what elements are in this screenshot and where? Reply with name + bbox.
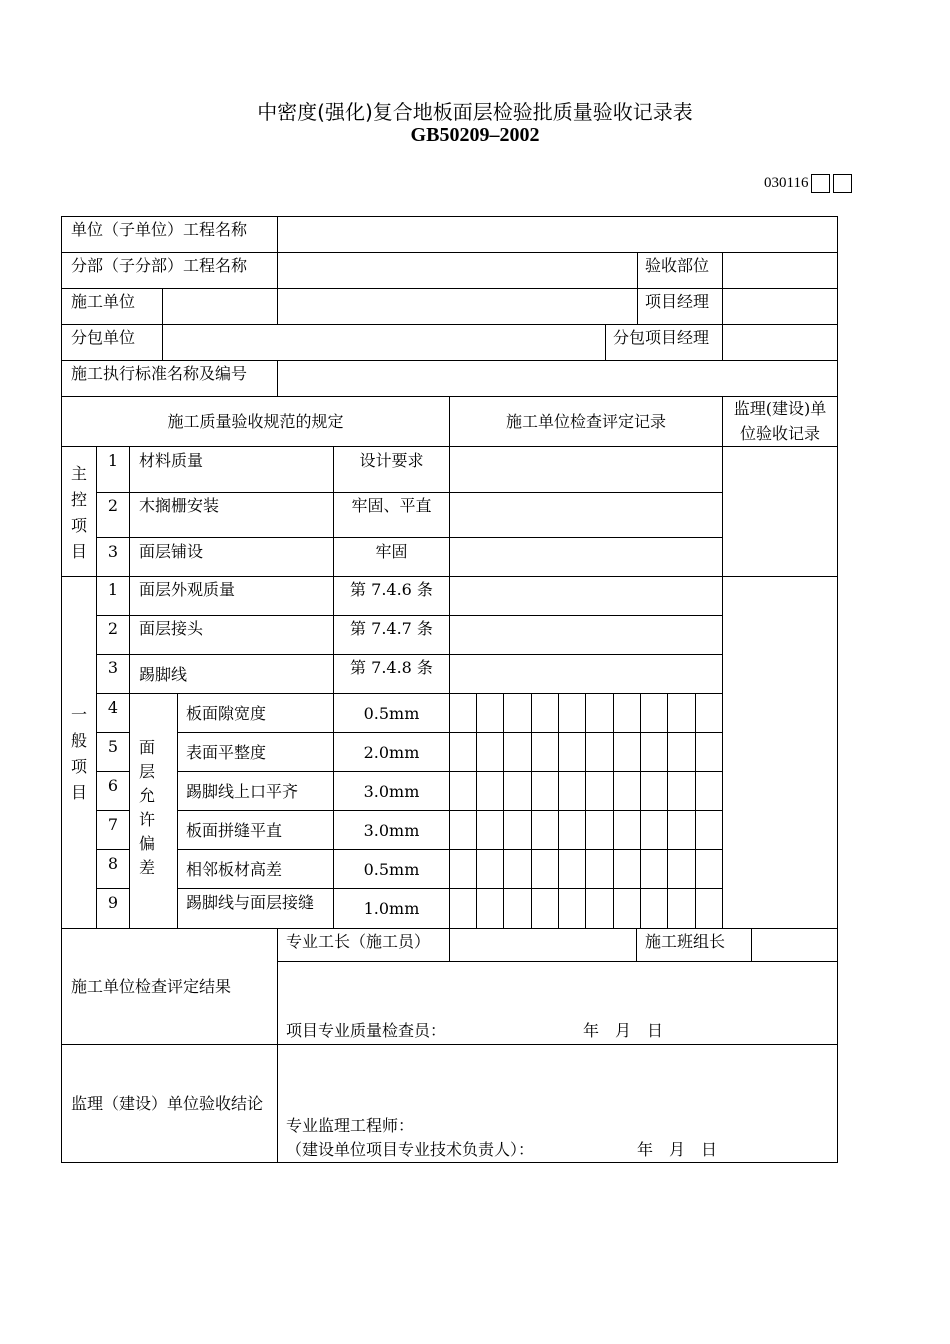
tolerance-name-6: 踢脚线上口平齐 bbox=[186, 782, 299, 801]
form-title: 中密度(强化)复合地板面层检验批质量验收记录表 bbox=[257, 100, 693, 124]
main-item-req-1: 设计要求 bbox=[359, 451, 424, 470]
tolerance-name-4: 板面隙宽度 bbox=[186, 704, 267, 723]
supervision-engineer-label: 专业监理工程师： bbox=[286, 1116, 415, 1135]
tolerance-label-2: 层 bbox=[138, 762, 155, 781]
unit-project-label: 单位（子单位）工程名称 bbox=[71, 220, 248, 239]
main-control-label-2: 控 bbox=[70, 490, 87, 509]
subcontract-unit-label: 分包单位 bbox=[71, 328, 136, 347]
general-label-4: 目 bbox=[70, 783, 87, 802]
tolerance-label-5: 偏 bbox=[138, 834, 155, 853]
main-control-label-1: 主 bbox=[70, 464, 87, 483]
tolerance-no-5: 5 bbox=[107, 737, 119, 756]
general-item-name-3: 踢脚线 bbox=[139, 665, 188, 684]
main-item-no-2: 2 bbox=[107, 496, 119, 515]
tolerance-label-3: 允 bbox=[138, 786, 155, 805]
main-control-label-3: 项 bbox=[70, 516, 87, 535]
tolerance-req-8: 0.5mm bbox=[363, 860, 420, 879]
general-item-no-2: 2 bbox=[107, 619, 119, 638]
main-item-name-3: 面层铺设 bbox=[139, 542, 204, 561]
general-label-3: 项 bbox=[70, 757, 87, 776]
standard-code: GB50209‒2002 bbox=[410, 124, 540, 146]
tolerance-req-5: 2.0mm bbox=[363, 743, 420, 762]
tolerance-name-5: 表面平整度 bbox=[186, 743, 267, 762]
form-code-number: 030116 bbox=[764, 175, 809, 191]
general-item-name-2: 面层接头 bbox=[139, 619, 204, 638]
inspector-label: 项目专业质量检查员： bbox=[286, 1021, 447, 1040]
sub-project-label: 分部（子分部）工程名称 bbox=[71, 256, 248, 275]
main-item-no-3: 3 bbox=[107, 542, 119, 561]
standard-name-label: 施工执行标准名称及编号 bbox=[71, 364, 248, 383]
general-item-name-1: 面层外观质量 bbox=[139, 580, 236, 599]
acceptance-part-label: 验收部位 bbox=[645, 256, 710, 275]
tolerance-req-9: 1.0mm bbox=[363, 899, 420, 918]
team-leader-label: 施工班组长 bbox=[645, 932, 726, 951]
tolerance-req-7: 3.0mm bbox=[363, 821, 420, 840]
tolerance-name-8: 相邻板材高差 bbox=[186, 860, 283, 879]
tolerance-no-7: 7 bbox=[107, 815, 119, 834]
main-item-no-1: 1 bbox=[107, 451, 119, 470]
construction-unit-label: 施工单位 bbox=[71, 292, 136, 311]
tolerance-no-4: 4 bbox=[107, 698, 119, 717]
subcontract-manager-label: 分包项目经理 bbox=[613, 328, 710, 347]
general-item-req-2: 第 7.4.7 条 bbox=[350, 619, 433, 638]
main-item-name-1: 材料质量 bbox=[139, 451, 204, 470]
main-control-label-4: 目 bbox=[70, 542, 87, 561]
result-label: 施工单位检查评定结果 bbox=[71, 977, 232, 996]
tolerance-no-6: 6 bbox=[107, 776, 119, 795]
general-item-no-3: 3 bbox=[107, 658, 119, 677]
conclusion-label: 监理（建设）单位验收结论 bbox=[71, 1094, 264, 1113]
general-label-1: 一 bbox=[70, 705, 87, 724]
main-item-name-2: 木搁栅安装 bbox=[139, 496, 220, 515]
tolerance-name-7: 板面拼缝平直 bbox=[186, 821, 283, 840]
tolerance-no-9: 9 bbox=[107, 893, 119, 912]
tolerance-label-6: 差 bbox=[138, 858, 155, 877]
spec-column-header: 施工质量验收规范的规定 bbox=[167, 412, 344, 431]
supervision-column-header-1: 监理(建设)单 bbox=[733, 399, 827, 418]
tolerance-req-4: 0.5mm bbox=[363, 704, 420, 723]
tolerance-req-6: 3.0mm bbox=[363, 782, 420, 801]
supervision-column-header-2: 位验收记录 bbox=[739, 424, 820, 443]
main-item-req-3: 牢固 bbox=[375, 542, 408, 561]
general-item-req-1: 第 7.4.6 条 bbox=[350, 580, 433, 599]
tolerance-name-9: 踢脚线与面层接缝 bbox=[186, 893, 315, 912]
tolerance-no-8: 8 bbox=[107, 854, 119, 873]
general-item-req-3: 第 7.4.8 条 bbox=[350, 658, 433, 677]
check-record-column-header: 施工单位检查评定记录 bbox=[505, 412, 666, 431]
general-label-2: 般 bbox=[70, 731, 87, 750]
foreman-label: 专业工长（施工员） bbox=[286, 932, 431, 951]
owner-tech-lead-label: （建设单位项目专业技术负责人）： bbox=[286, 1140, 535, 1159]
tolerance-label-1: 面 bbox=[138, 738, 155, 757]
result-date: 年 月 日 bbox=[583, 1021, 664, 1040]
tolerance-label-4: 许 bbox=[138, 810, 155, 829]
general-item-no-1: 1 bbox=[107, 580, 119, 599]
main-item-req-2: 牢固、平直 bbox=[351, 496, 432, 515]
conclusion-date: 年 月 日 bbox=[637, 1140, 718, 1159]
project-manager-label: 项目经理 bbox=[645, 292, 710, 311]
